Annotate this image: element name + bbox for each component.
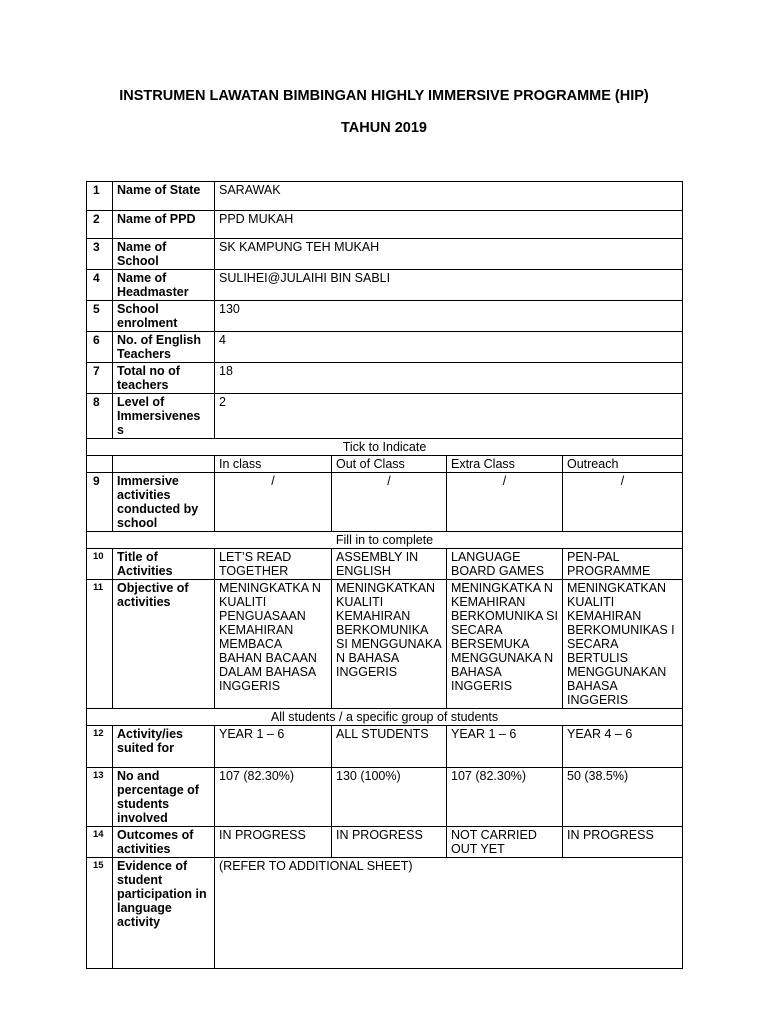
row-number: 13 bbox=[87, 768, 113, 827]
row-label: No and percentage of students involved bbox=[113, 768, 215, 827]
table-row bbox=[87, 827, 683, 858]
row-number: 12 bbox=[87, 726, 113, 768]
objective-cell: MENINGKATKAN KUALITI KEMAHIRAN BERKOMUNIKA SI MENGGUNAKA N BAHASA INGGERIS bbox=[332, 580, 447, 709]
outcome-cell: IN PROGRESS bbox=[332, 827, 447, 858]
row-number: 10 bbox=[87, 549, 113, 580]
row-label: Name of State bbox=[113, 182, 215, 211]
row-label: Immersive activities conducted by school bbox=[113, 473, 215, 532]
table-row bbox=[87, 549, 683, 580]
involved-cell: 50 (38.5%) bbox=[563, 768, 683, 827]
activity-cell: ASSEMBLY IN ENGLISH bbox=[332, 549, 447, 580]
students-section-header: All students / a specific group of students bbox=[87, 709, 683, 726]
column-header-row bbox=[87, 456, 683, 473]
row-number: 6 bbox=[87, 332, 113, 363]
table-row bbox=[87, 473, 683, 532]
table-row bbox=[87, 239, 683, 270]
row-label: Name of Headmaster bbox=[113, 270, 215, 301]
tick-mark: / bbox=[215, 473, 332, 532]
section-row bbox=[87, 439, 683, 456]
objective-cell: MENINGKATKA N KUALITI PENGUASAAN KEMAHIRAN MEMBACA BAHAN BACAAN DALAM BAHASA INGGERIS bbox=[215, 580, 332, 709]
row-number: 4 bbox=[87, 270, 113, 301]
objective-cell: MENINGKATKAN KUALITI KEMAHIRAN BERKOMUNIKAS I SECARA BERTULIS MENGGUNAKAN BAHASA INGGERIS bbox=[563, 580, 683, 709]
section-row bbox=[87, 532, 683, 549]
table-row bbox=[87, 726, 683, 768]
involved-cell: 107 (82.30%) bbox=[215, 768, 332, 827]
row-label: Objective of activities bbox=[113, 580, 215, 709]
outcome-cell: IN PROGRESS bbox=[215, 827, 332, 858]
row-number: 3 bbox=[87, 239, 113, 270]
document-title: INSTRUMEN LAWATAN BIMBINGAN HIGHLY IMMERSIVE PROGRAMME (HIP) bbox=[119, 88, 649, 104]
suited-cell: YEAR 1 – 6 bbox=[215, 726, 332, 768]
fill-section-header: Fill in to complete bbox=[87, 532, 683, 549]
tick-mark: / bbox=[332, 473, 447, 532]
tick-section-header: Tick to Indicate bbox=[87, 439, 683, 456]
outcome-cell: IN PROGRESS bbox=[563, 827, 683, 858]
table-row bbox=[87, 211, 683, 239]
table-row bbox=[87, 270, 683, 301]
column-header-outreach: Outreach bbox=[563, 456, 683, 473]
row-number: 2 bbox=[87, 211, 113, 239]
row-number: 9 bbox=[87, 473, 113, 532]
tick-mark: / bbox=[563, 473, 683, 532]
row-number: 1 bbox=[87, 182, 113, 211]
row-value: 18 bbox=[215, 363, 683, 394]
suited-cell: ALL STUDENTS bbox=[332, 726, 447, 768]
row-number: 8 bbox=[87, 394, 113, 439]
document-year: TAHUN 2019 bbox=[341, 120, 427, 136]
row-value: 130 bbox=[215, 301, 683, 332]
objective-cell: MENINGKATKA N KEMAHIRAN BERKOMUNIKA SI SECARA BERSEMUKA MENGGUNAKA N BAHASA INGGERIS bbox=[447, 580, 563, 709]
column-header-in-class: In class bbox=[215, 456, 332, 473]
row-number: 5 bbox=[87, 301, 113, 332]
row-number: 11 bbox=[87, 580, 113, 709]
row-label: No. of English Teachers bbox=[113, 332, 215, 363]
row-number: 7 bbox=[87, 363, 113, 394]
suited-cell: YEAR 1 – 6 bbox=[447, 726, 563, 768]
involved-cell: 107 (82.30%) bbox=[447, 768, 563, 827]
row-value: 4 bbox=[215, 332, 683, 363]
row-label: Outcomes of activities bbox=[113, 827, 215, 858]
table-row bbox=[87, 363, 683, 394]
table-row bbox=[87, 301, 683, 332]
row-label: Name of School bbox=[113, 239, 215, 270]
column-header-out-of-class: Out of Class bbox=[332, 456, 447, 473]
row-label: School enrolment bbox=[113, 301, 215, 332]
row-value: SARAWAK bbox=[215, 182, 683, 211]
table-row bbox=[87, 332, 683, 363]
row-value: SULIHEI@JULAIHI BIN SABLI bbox=[215, 270, 683, 301]
table-row bbox=[87, 768, 683, 827]
table-row bbox=[87, 394, 683, 439]
row-value: 2 bbox=[215, 394, 683, 439]
evidence-value: (REFER TO ADDITIONAL SHEET) bbox=[215, 858, 683, 969]
suited-cell: YEAR 4 – 6 bbox=[563, 726, 683, 768]
section-row bbox=[87, 709, 683, 726]
row-value: PPD MUKAH bbox=[215, 211, 683, 239]
outcome-cell: NOT CARRIED OUT YET bbox=[447, 827, 563, 858]
column-header-extra-class: Extra Class bbox=[447, 456, 563, 473]
row-label: Title of Activities bbox=[113, 549, 215, 580]
involved-cell: 130 (100%) bbox=[332, 768, 447, 827]
row-label: Evidence of student participation in language activity bbox=[113, 858, 215, 969]
tick-mark: / bbox=[447, 473, 563, 532]
row-number: 14 bbox=[87, 827, 113, 858]
row-label: Level of Immersivenes s bbox=[113, 394, 215, 439]
activity-cell: PEN-PAL PROGRAMME bbox=[563, 549, 683, 580]
row-number: 15 bbox=[87, 858, 113, 969]
table-row bbox=[87, 858, 683, 969]
row-label: Activity/ies suited for bbox=[113, 726, 215, 768]
activity-cell: LET’S READ TOGETHER bbox=[215, 549, 332, 580]
table-row bbox=[87, 580, 683, 709]
table-row bbox=[87, 182, 683, 211]
row-label: Name of PPD bbox=[113, 211, 215, 239]
row-label: Total no of teachers bbox=[113, 363, 215, 394]
row-value: SK KAMPUNG TEH MUKAH bbox=[215, 239, 683, 270]
activity-cell: LANGUAGE BOARD GAMES bbox=[447, 549, 563, 580]
hip-visit-table bbox=[86, 181, 683, 969]
